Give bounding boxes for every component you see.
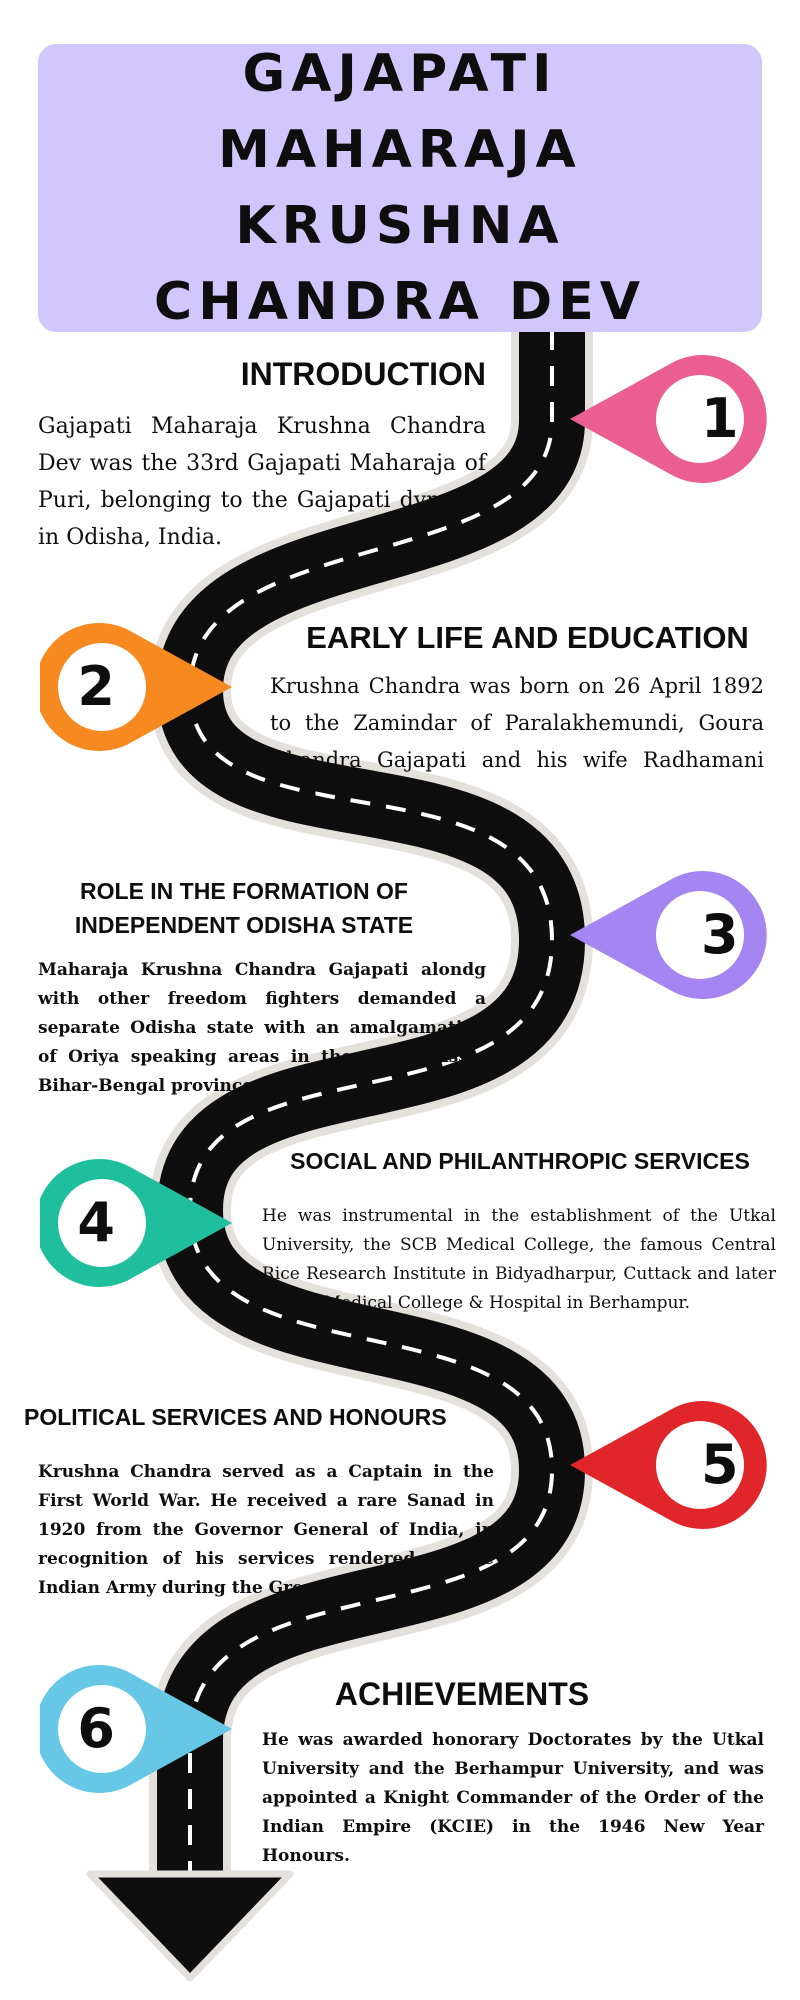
section-heading-odisha-state: ROLE IN THE FORMATION OF INDEPENDENT ODISHA STATE [74,878,414,938]
step-number: 1 [701,387,739,450]
step-marker-4 [40,1148,248,1298]
section-heading-introduction: INTRODUCTION [240,356,486,392]
step-number: 2 [77,655,115,718]
section-text-social-services: He was instrumental in the establishment of the Utkal University, the SCB Medical College, the famous Central Rice Research Institute in Bidyadharpur, Cuttack and later MKCG Medical College & Hospital in Berhampur. [262,1206,776,1313]
title-banner [38,44,762,332]
step-number: 3 [701,903,739,966]
step-number: 4 [77,1191,115,1254]
road-surface [190,330,552,1880]
section-text-political-services: Krushna Chandra served as a Captain in the First World War. He received a rare Sanad in 1920 from the Governor General of India, in recognition of his services rendered to the Indian Army during the Great War [38,1462,494,1598]
step-marker-6 [40,1654,248,1804]
step-marker-5 [568,1390,776,1540]
section-heading-early-life: EARLY LIFE AND EDUCATION [306,620,749,655]
step-marker-3 [568,860,776,1010]
step-marker-2 [40,612,248,762]
section-heading-achievements: ACHIEVEMENTS [334,1676,590,1712]
section-heading-political-services: POLITICAL SERVICES AND HONOURS [24,1404,447,1430]
road-arrow-icon [90,1874,290,1978]
section-text-odisha-state: Maharaja Krushna Chandra Gajapati alondg with other freedom fighters demanded a separate Odisha state with an amalgamation of Oriya speaking areas in the then Orissa-Bihar-Bengal province. [38,960,486,1096]
page-title: GAJAPATI MAHARAJA KRUSHNA CHANDRA DEV [154,44,646,332]
section-heading-social-services: SOCIAL AND PHILANTHROPIC SERVICES [290,1148,750,1174]
section-text-introduction: Gajapati Maharaja Krushna Chandra Dev was the 33rd Gajapati Maharaja of Puri, belonging to the Gajapati dynasty in Odisha, India. [38,414,486,550]
section-text-achievements: He was awarded honorary Doctorates by the Utkal University and the Berhampur University, and was appointed a Knight Commander of the Order of the Indian Empire (KCIE) in the 1946 New Year Honours. [262,1730,764,1866]
step-number: 5 [701,1433,739,1496]
section-text-early-life: Krushna Chandra was born on 26 April 1892 to the Zamindar of Paralakhemundi, Goura Chandra Gajapati and his wife Radhamani Devi. [270,674,764,809]
step-marker-1 [568,344,776,494]
step-number: 6 [77,1697,115,1760]
